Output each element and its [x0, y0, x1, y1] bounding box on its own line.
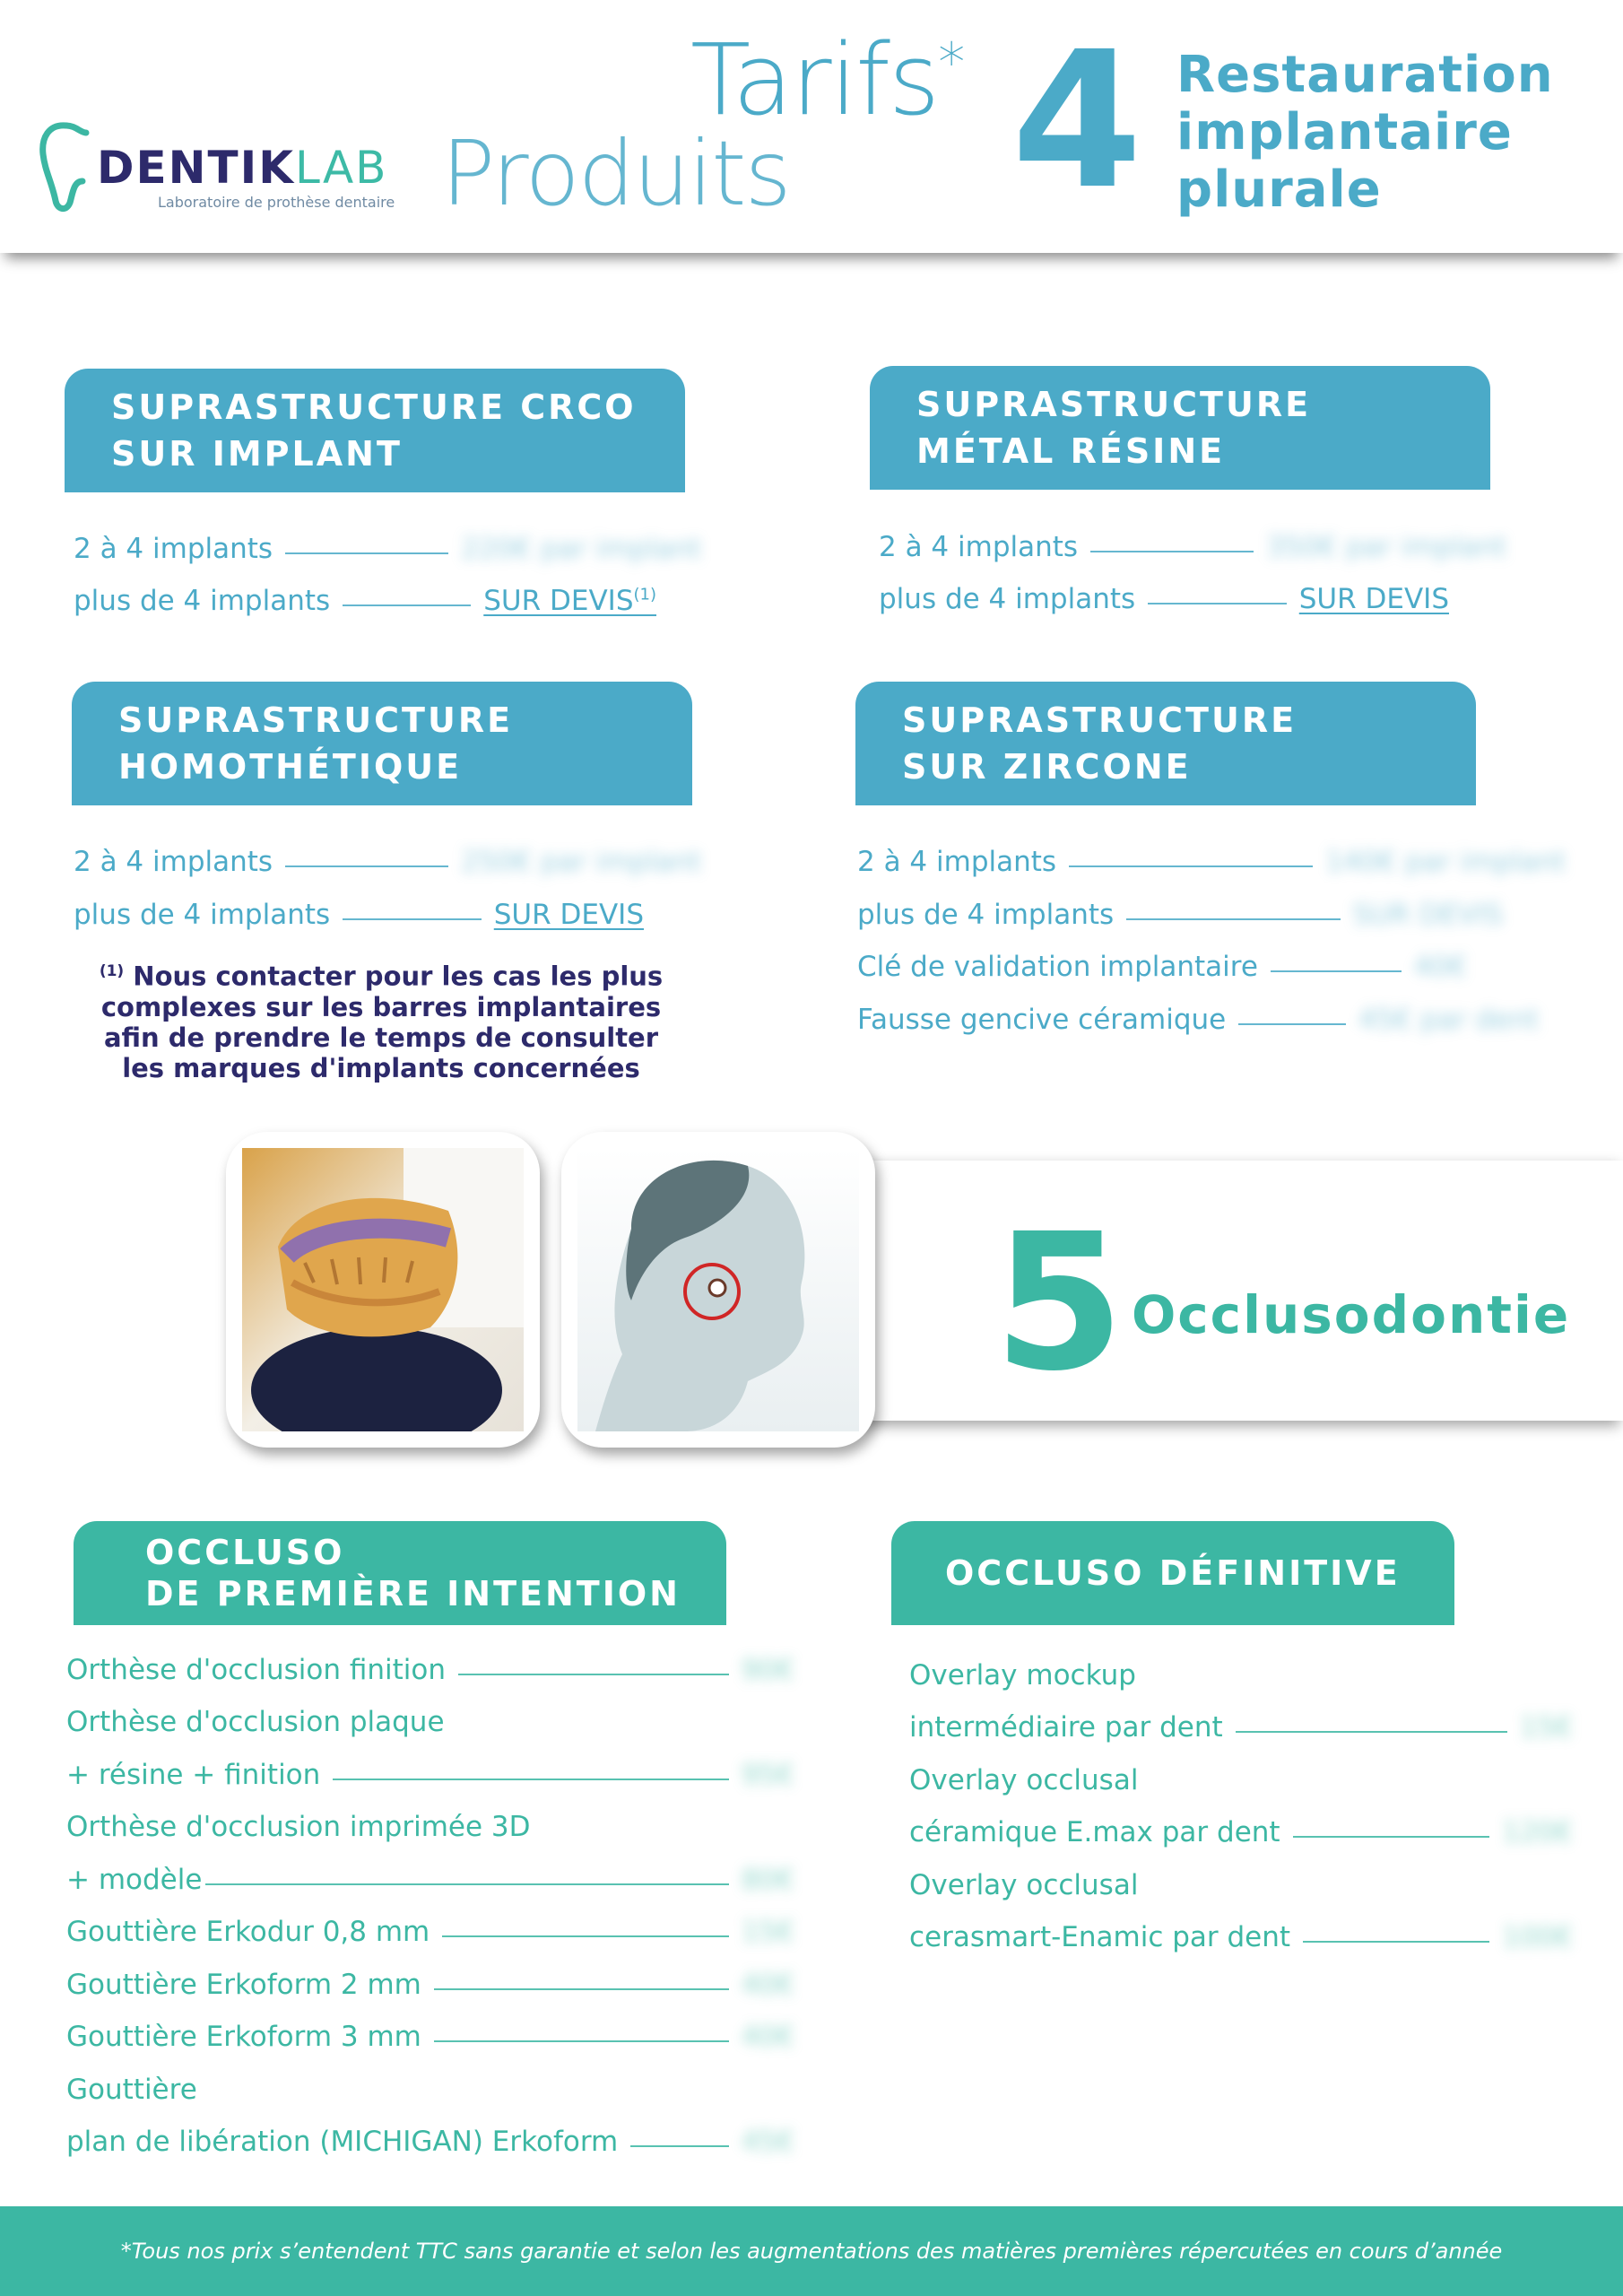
price-row: + modèle 80€	[66, 1864, 794, 1896]
price-row: Overlay occlusal	[909, 1764, 1139, 1796]
price-row: Clé de validation implantaire 40€	[857, 951, 1467, 983]
price-row: Gouttière Erkoform 2 mm 40€	[66, 1969, 794, 2001]
price-row: Overlay mockup	[909, 1659, 1136, 1692]
price-row: Gouttière Erkoform 3 mm 40€	[66, 2021, 794, 2053]
price-row: Orthèse d'occlusion plaque	[66, 1706, 445, 1738]
price-row: Orthèse d'occlusion imprimée 3D	[66, 1811, 531, 1843]
page-footer	[0, 2206, 1623, 2296]
section5-title: Occlusodontie	[1132, 1284, 1571, 1345]
price-row: 2 à 4 implants 220€ par implant	[74, 533, 701, 565]
block-title-occluso-premiere: OCCLUSO DE PREMIÈRE INTENTION	[74, 1521, 726, 1625]
footnote-implants: $^{(1)}$ Nous contacter pour les cas les plus complexes sur les barres implantaires afin de prendre le temps de consulter les marques d'implants concernées	[99, 961, 664, 1083]
title-produits: Produits	[441, 121, 790, 226]
brand-tagline: Laboratoire de prothèse dentaire	[158, 194, 395, 211]
photo-occlusal-splint	[226, 1132, 540, 1448]
dentiklab-logo	[39, 115, 416, 222]
price-row: + résine + finition 95€	[66, 1759, 794, 1791]
price-row: Gouttière Erkodur 0,8 mm 15€	[66, 1916, 794, 1948]
price-row: plan de libération (MICHIGAN) Erkoform 45€	[66, 2126, 794, 2158]
price-row: 2 à 4 implants 350€ par implant	[879, 531, 1506, 563]
section-number: 4	[1011, 11, 1138, 230]
price-row: Gouttière	[66, 2074, 197, 2106]
price-row: céramique E.max par dent 120€	[909, 1816, 1573, 1848]
price-row: 2 à 4 implants 140€ par implant	[857, 846, 1566, 878]
block-title-occluso-definitive: OCCLUSO DÉFINITIVE	[891, 1521, 1454, 1625]
block-title-zircone: SUPRASTRUCTURE SUR ZIRCONE	[855, 682, 1476, 805]
price-row: Overlay occlusal	[909, 1869, 1139, 1901]
price-row: plus de 4 implants SUR DEVIS	[74, 899, 644, 931]
price-row: plus de 4 implants SUR DEVIS	[857, 899, 1503, 931]
block-title-crco: SUPRASTRUCTURE CRCO SUR IMPLANT	[65, 369, 685, 492]
price-row: cerasmart-Enamic par dent 100€	[909, 1921, 1573, 1953]
price-row: intermédiaire par dent 15€	[909, 1711, 1573, 1744]
footer-disclaimer: *Tous nos prix s’entendent TTC sans garantie et selon les augmentations des matières premières répercutées en cours d’année	[120, 2239, 1503, 2264]
price-row: Fausse gencive céramique 45€ par dent	[857, 1004, 1539, 1036]
block-title-homothetique: SUPRASTRUCTURE HOMOTHÉTIQUE	[72, 682, 692, 805]
price-row: Orthèse d'occlusion finition 90€	[66, 1654, 794, 1686]
section-title: Restauration implantaire plurale	[1176, 46, 1554, 219]
block-title-metal-resine: SUPRASTRUCTURE MÉTAL RÉSINE	[870, 366, 1490, 490]
page-header	[0, 0, 1623, 253]
brand-name: DENTIKLAB	[97, 142, 388, 194]
price-row: 2 à 4 implants 250€ par implant	[74, 846, 701, 878]
section5-number: 5	[994, 1193, 1122, 1413]
title-tarifs: Tarifs*	[690, 22, 964, 137]
photo-jaw-joint	[561, 1132, 875, 1448]
price-row: plus de 4 implants SUR DEVIS	[879, 583, 1449, 615]
price-row: plus de 4 implants SUR DEVIS$^{(1)}$	[74, 585, 656, 617]
